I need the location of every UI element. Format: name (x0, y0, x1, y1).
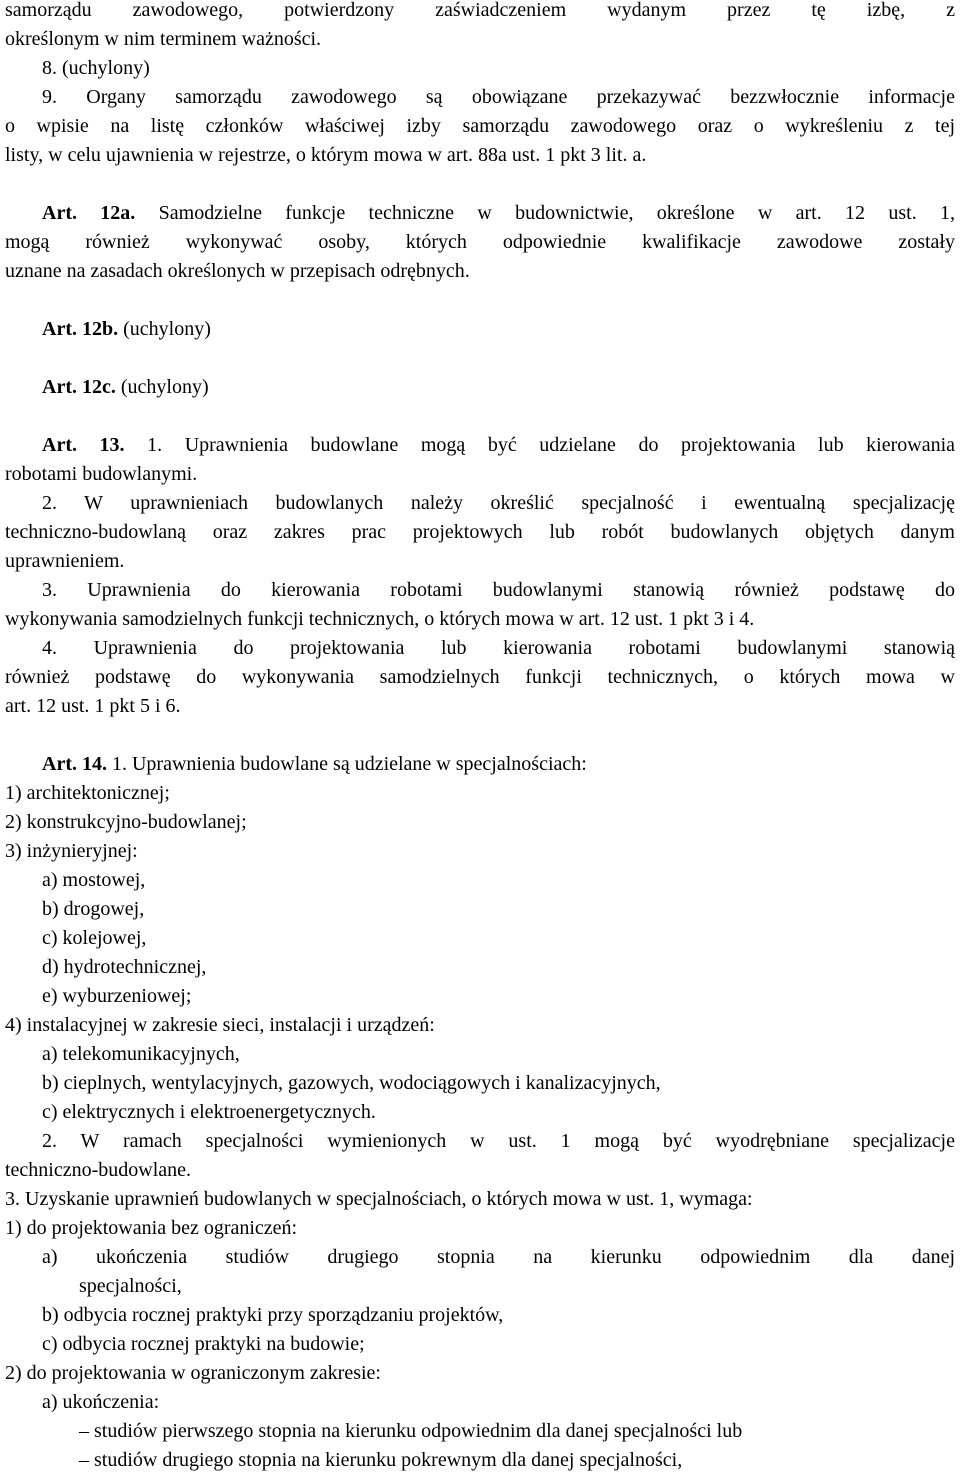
art-13-line: 3. Uprawnienia do kierowania robotami budowlanymi stanowią również podstawę do (42, 579, 955, 601)
list-subitem: c) odbycia rocznej praktyki na budowie; (42, 1333, 365, 1355)
text-line: określonym w nim terminem ważności. (5, 28, 322, 50)
art-12b-heading: Art. 12b. (42, 318, 119, 340)
art-13-line: techniczno-budowlaną oraz zakres prac projektowych lub robót budowlanych objętych danym (5, 521, 955, 543)
dash-item: – studiów drugiego stopnia na kierunku pokrewnym dla danej specjalności, (79, 1449, 683, 1471)
art-12a-line: mogą również wykonywać osoby, których odpowiednie kwalifikacje zawodowe zostały (5, 231, 955, 253)
list-subitem: d) hydrotechnicznej, (42, 956, 207, 978)
list-subitem: a) ukończenia: (42, 1391, 160, 1413)
art-12c-heading: Art. 12c. (42, 376, 116, 398)
art-13-line: robotami budowlanymi. (5, 463, 198, 485)
art-12a-heading: Art. 12a. (42, 202, 136, 224)
list-subitem-cont: specjalności, (79, 1275, 182, 1297)
item-9-line: listy, w celu ujawnienia w rejestrze, o którym mowa w art. 88a ust. 1 pkt 3 lit. a. (5, 144, 647, 166)
art-13-first-line (42, 431, 955, 460)
list-subitem: c) elektrycznych i elektroenergetycznych. (42, 1101, 376, 1123)
text-line: samorządu zawodowego, potwierdzony zaświadczeniem wydanym przez tę izbę, z (5, 0, 955, 21)
list-subitem: b) drogowej, (42, 898, 145, 920)
list-subitem: a) ukończenia studiów drugiego stopnia na kierunku odpowiednim dla danej (42, 1246, 955, 1268)
art-14-first-line (42, 750, 587, 779)
art-14-line: techniczno-budowlane. (5, 1159, 192, 1181)
item-9-line: o wpisie na listę członków właściwej izby samorządu zawodowego oraz o wykreśleniu z tej (5, 115, 955, 137)
list-item: 1) do projektowania bez ograniczeń: (5, 1217, 298, 1239)
art-13-line: art. 12 ust. 1 pkt 5 i 6. (5, 695, 181, 717)
art-12c-text: (uchylony) (120, 376, 209, 398)
art-14-text: 1. Uprawnienia budowlane są udzielane w specjalnościach: (111, 753, 587, 775)
art-13-line: również podstawę do wykonywania samodzielnych funkcji technicznych, o których mowa w (5, 666, 955, 688)
art-12c (42, 373, 209, 402)
list-subitem: a) mostowej, (42, 869, 146, 891)
art-13-heading: Art. 13. (42, 434, 125, 456)
list-subitem: b) cieplnych, wentylacyjnych, gazowych, wodociągowych i kanalizacyjnych, (42, 1072, 661, 1094)
art-13-line: 4. Uprawnienia do projektowania lub kierowania robotami budowlanymi stanowią (42, 637, 955, 659)
art-13-line: 2. W uprawnieniach budowlanych należy określić specjalność i ewentualną specjalizację (42, 492, 955, 514)
art-14-line: 3. Uzyskanie uprawnień budowlanych w specjalnościach, o których mowa w ust. 1, wymaga: (5, 1188, 753, 1210)
art-12a-text: Samodzielne funkcje techniczne w budownictwie, określone w art. 12 ust. 1, (158, 202, 956, 224)
list-subitem: b) odbycia rocznej praktyki przy sporządzaniu projektów, (42, 1304, 504, 1326)
list-item: 4) instalacyjnej w zakresie sieci, instalacji i urządzeń: (5, 1014, 435, 1036)
dash-item: – studiów pierwszego stopnia na kierunku odpowiednim dla danej specjalności lub (79, 1420, 743, 1442)
item-8: 8. (uchylony) (42, 57, 150, 79)
art-13-text: 1. Uprawnienia budowlane mogą być udzielane do projektowania lub kierowania (147, 434, 955, 456)
art-12b-text: (uchylony) (123, 318, 211, 340)
list-item: 2) konstrukcyjno-budowlanej; (5, 811, 247, 833)
list-item: 2) do projektowania w ograniczonym zakresie: (5, 1362, 381, 1384)
list-item: 3) inżynieryjnej: (5, 840, 138, 862)
list-subitem: e) wyburzeniowej; (42, 985, 192, 1007)
item-9-line: 9. Organy samorządu zawodowego są obowiązane przekazywać bezzwłocznie informacje (42, 86, 955, 108)
list-subitem: c) kolejowej, (42, 927, 147, 949)
list-item: 1) architektonicznej; (5, 782, 170, 804)
art-13-line: uprawnieniem. (5, 550, 125, 572)
art-12a-first-line (42, 199, 955, 228)
art-13-line: wykonywania samodzielnych funkcji technicznych, o których mowa w art. 12 ust. 1 pkt 3 i 4. (5, 608, 755, 630)
list-subitem: a) telekomunikacyjnych, (42, 1043, 240, 1065)
art-12a-line: uznane na zasadach określonych w przepisach odrębnych. (5, 260, 470, 282)
art-14-heading: Art. 14. (42, 753, 107, 775)
art-14-line: 2. W ramach specjalności wymienionych w ust. 1 mogą być wyodrębniane specjalizacje (42, 1130, 955, 1152)
art-12b (42, 315, 211, 344)
